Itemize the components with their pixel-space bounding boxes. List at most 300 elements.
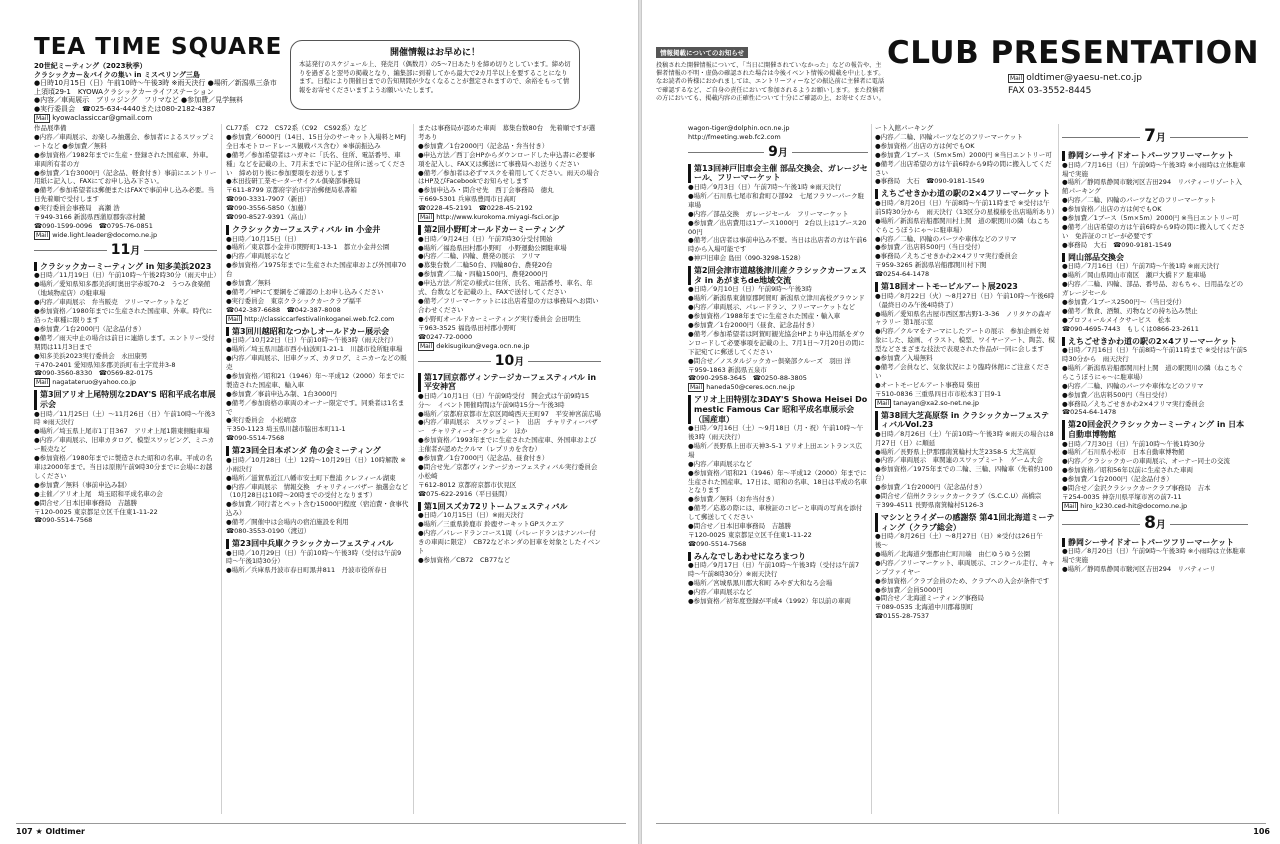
event-detail-line: ●場所／三重県鈴鹿市 鈴鹿サーキットGPスクエア (418, 520, 565, 529)
event-detail-line: ●場所／新潟県岩船郡関川村上関 道の駅関川の隣（ねこちぐらこうぼうにゃ〜に駐車場） (1062, 363, 1244, 381)
event-detail-line: ●主催／アリオ上尾 埼玉昭和平成名車の会 (34, 489, 163, 498)
event-detail-line: ☎090-3560-8330 ☎0569-82-0175 (34, 369, 153, 378)
month-suffix: 月 (777, 147, 788, 159)
event-detail-line: ●募集台数／二輪50台、四輪80台、農発20台 (418, 261, 553, 270)
month-rule (144, 250, 217, 251)
event-entry (226, 539, 409, 575)
event-detail-line: ●参加資格／昭和21（1946）年〜平成12（2000）年までに製造された国産車、輸入車 (226, 371, 405, 389)
event-detail-line: ●日時／10月1日（日）午前9時受付 開会式は午前9時15分〜 イベント開催時間は午前9時15分〜午後3時 (418, 391, 590, 409)
event-title: マシンとライダーの感謝祭 第41回北海道ミーティング（クラブ総会） (875, 513, 1055, 532)
event-detail-line: ●場所／東京都小金井市関野町1-13-1 都立小金井公園 (226, 243, 390, 252)
featured-meeting-line: ●内容／車両展示 ブリッジング フリマなど ●参加費／見学無料 (34, 96, 244, 105)
month-rule (1170, 524, 1248, 525)
event-detail-line: ●日時／7月30日（日）午前10時〜午後1時30分 (1062, 439, 1205, 448)
event-detail-line: ●参加費／出店料500円（当日受付） (875, 243, 985, 252)
event-detail-line: ●場所／埼玉県上尾市1丁目367 アリオ上尾1階東側駐車場 (34, 427, 210, 436)
event-detail-line: ●参加資格／昭和56年以前に生産された車両 (1062, 466, 1193, 475)
event-detail-line: ●場所／新潟県岩船郡関川村上関 道の駅関川の隣（ねこちぐらこうぼうにゃ〜に駐車場） (875, 216, 1050, 234)
event-title: 第3回川越昭和なつかしオールドカー展示会 (226, 327, 409, 337)
month-suffix: 月 (1155, 519, 1166, 531)
event-detail-line: ●参加費／1台2000円（昼食、記念品付き） (688, 320, 819, 329)
event-detail-line: ●参加資格／1993年までに生産された国産車、外国車および主催者が認めたクルマ（レプリカを含む） (418, 436, 597, 454)
month-rule (528, 361, 601, 362)
mail-icon: Mail (36, 231, 49, 239)
left-column-1 (34, 124, 220, 814)
featured-meeting-title: クラシックカー＆バイクの集い in ミスペリング三島 (34, 70, 200, 79)
event-detail-line: ●内容／二輪、四輪、部品、番号品、おもちゃ、日用品などのガレージセール (1062, 280, 1244, 297)
event-email-line (418, 213, 601, 222)
event-entry (418, 372, 604, 499)
club-fax: FAX 03-3552-8445 (1008, 86, 1092, 96)
event-email[interactable]: dekisugikun@vega.ocn.ne.jp (436, 341, 530, 350)
month-rule (1170, 137, 1248, 138)
featured-meeting (34, 62, 282, 123)
info-banner (656, 40, 886, 103)
event-detail-line: ●事務局／えちごせきかわ2×4フリマ実行委員会 (875, 252, 1018, 261)
event-detail-line: ●内容／二輪、四輪のパーツや車体などのフリマ (1062, 381, 1204, 390)
event-detail-line: ●場所／愛知県知多郡美浜町奥田字赤坂70-2 うつみ食楽館（地域物産店）の駐車場 (34, 280, 211, 298)
event-title: アリオ上田特別な3DAY'S Showa Heisei Domestic Famous Car 昭和平成名車展示会（国産車） (688, 395, 868, 424)
event-detail-line: ●内容／車両展示 スワップミート 出店 チャリティーバザー チャリティーオークション ほか (418, 418, 598, 436)
event-detail-line: ●場所／愛知県名古屋市西区那古野1-3-36 ノリタケの森ギャラリー 第1展示室 (875, 309, 1052, 327)
event-detail-line: ●参加費／1ブース（5m×5m）2000円 ※当日エントリー可 (875, 150, 1052, 159)
event-detail-line: ●参加費／事前申込み制、1台3000円 (226, 389, 337, 398)
event-detail-line: ●参加資格／昭和21（1946）年〜平成12（2000）年までに生産された国産車。17日は、昭和の名車、18日は平成の名車となります (688, 468, 868, 495)
event-detail-line: ●問合せ／信州クラシックカークラブ（S.C.C.U）高橋宗 (875, 492, 1042, 501)
event-detail-line: ●内容／車両展示 情報交換 チャリティーバザー 抽選会など（10月28日は10時〜20時までの受付となります） (226, 482, 409, 500)
event-detail-line: ●内容／二輪、四輪のパーツや車体などのフリマ (875, 234, 1017, 243)
event-detail-line: ●日時／8月20日（日）午前9時〜午後3時 ※小雨時は立体駐車場で実施 (1062, 547, 1246, 565)
event-detail-line: ●実行委員会事務局 高瀬 浩 (34, 204, 120, 213)
event-detail-line: ●申込方法／西丁会HPからダウンロードした申込書に必要事項を記入し、FAX又は郵送にて事務局へお送りください (418, 150, 595, 168)
month-rule (1062, 137, 1140, 138)
event-detail-line: ●日時／8月20日（日）午前8時〜午前11時まで ※受付は午前5時30分から 雨天決行（13区分の星模様を出店場所あり） (875, 198, 1059, 216)
event-detail-line: ●問合せ先／京都ヴィンテージカーフェスティバル実行委員会 小松崎 (418, 462, 604, 480)
event-email-line (688, 383, 868, 392)
event-detail-line: 作品展準備 (34, 124, 67, 132)
event-entry (875, 411, 1055, 510)
event-entry (875, 189, 1059, 279)
event-detail-line: ☎0228-45-2191 ☎0228-45-2192 (418, 204, 533, 213)
event-detail-line: ●内容／車両展示、パレードラン、フリーマーケットなど (688, 303, 856, 312)
right-column-2 (875, 124, 1059, 814)
event-detail-line: ●備考／参加資格の車両のオーナー限定です。同乗者は1名まで (226, 398, 405, 416)
footer-rule (16, 823, 626, 824)
event-detail-line: ●場所／新潟県東蒲原郡阿賀町 新潟県立津川高校グラウンド (688, 294, 865, 303)
event-detail-line: ●内容／車両展示 弁当販売 フリーマーケットなど (34, 298, 189, 307)
month-rule (792, 152, 868, 153)
event-detail-line: ☎090-5514-7568 (34, 516, 93, 525)
event-email-line (226, 315, 409, 324)
month-suffix: 月 (514, 356, 525, 368)
event-email-line (418, 342, 601, 351)
event-detail-line: ●参加費／1台3000円（記念品、軽食付き）事前にエントリー用紙に記入し、FAXにてお申し込み下さい。 (34, 168, 217, 186)
month-rule (34, 250, 107, 251)
event-detail-line: 〒089-0535 北海道中川郡幕別町 (875, 603, 974, 612)
event-title: 第20回金沢クラシックカーミーティング in 日本自動車博物館 (1062, 420, 1248, 439)
event-detail-line: ●日時／8月22日（火）〜8月27日（日）午前10時〜午後6時（最終日のみ午後4時終了） (875, 291, 1055, 309)
event-email[interactable]: wide.light.leader@docomo.ne.jp (52, 230, 158, 239)
event-detail-line: ●日時／7月16日（日）午前8時〜午前11時まで ※受付は午前5時30分から 雨天決行 (1062, 346, 1248, 363)
event-title: クラシックカーミーティング in 知多美浜2023 (34, 262, 217, 272)
month-rule (1062, 524, 1140, 525)
event-detail-line: ●参加費／同行者とペット含む15000円程度（宿泊費・食事代込み） (226, 500, 409, 518)
event-detail-line: ●参加資格／初年度登録が平成4（1992）年以前の車両 (688, 597, 851, 605)
event-detail-line: ☎0247-72-0000 (418, 332, 473, 341)
event-detail-line: 〒612-8012 京都府京都市伏見区 (418, 480, 517, 489)
mail-icon: Mail (1064, 502, 1077, 510)
column-divider (1058, 124, 1059, 814)
event-detail-line: ●場所／埼玉県川越市西小仙波町1-21-1 川越市役所駐車場 (226, 345, 403, 354)
event-detail-line: ●備考／出店者は事前申込み不要。当日は出店者の方は午前6時から入場可能です (688, 236, 867, 254)
event-detail-line: 〒350-1123 埼玉県川越市脇田本町11-1 (226, 425, 346, 434)
event-entry (226, 225, 409, 324)
event-detail-line: ☎0254-64-1478 (875, 270, 930, 279)
event-detail-line: ●実行委員会 小松晴彦 (226, 416, 297, 425)
event-detail-line: 〒959-1863 新潟県五泉市 (688, 365, 767, 374)
event-entry (418, 225, 601, 350)
left-column-3 (418, 124, 604, 814)
event-detail-line: ●内容／車両展示など (688, 588, 753, 597)
event-detail-line: ●日時／9月24日（日）午前7時30分受付開始 (418, 234, 553, 243)
event-email-line (875, 399, 1055, 408)
month-rule (418, 361, 491, 362)
featured-meeting-email[interactable]: kyowaclassiccar@gmail.com (52, 113, 153, 122)
event-email[interactable]: haneda50@ceres.ocn.ne.jp (706, 383, 795, 392)
event-detail-line: 〒254-0035 神奈川県平塚市宮の前7-11 (1062, 492, 1182, 501)
event-detail-line: ●参加費／無料 (226, 279, 271, 288)
event-detail-line: ート入館パーキング (875, 124, 934, 132)
info-banner-label: 情報掲載についてのお知らせ (656, 47, 748, 58)
info-banner-text: 投稿された開催情報について、「当日に開催されていなかった」などの報告や、主催者情報の不明・虚偽の確認された場合は今後イベント情報の掲載を中止します。なお読者の皆様におかれましては、エントリーフィーなどの振込前に主催者に電話で確認するなど、ご自身の責任において参加されるようお願いします。また投稿者の方においても、掲載内容の正確性について十分にご確認の上、お寄せください。 (656, 62, 885, 102)
event-title: 第17回京都ヴィンテージカーフェスティバル in 平安神宮 (418, 373, 601, 392)
featured-meeting-line: ●実行委員会 ☎025-634-4440または080-2182-4387 (34, 104, 216, 113)
event-detail-line: ●場所／福島県田村郡小野町 小野運動公園駐車場 (418, 243, 567, 252)
column-divider (413, 124, 414, 814)
event-detail-line: ●日時／9月3日（日）午前7時〜午後1時 ※雨天決行 (688, 183, 842, 191)
event-detail-line: ●参加費／1台2000円（記念品付き） (875, 483, 986, 492)
page-number-right: 106 (1253, 827, 1270, 836)
event-contact-line: ☎090-3331-7907（新田） (226, 195, 311, 204)
event-detail-line: ●問合せ／日本旧車事務局 吉越勝 (34, 498, 138, 507)
event-detail-line: または事務局が認めた車両 募集台数80台 先着順ですが選考あり (418, 124, 596, 141)
event-detail-line: ●日時／11月25日（土）〜11月26日（日）午前10時〜午後3時 ※雨天決行 (34, 409, 216, 427)
event-entry (418, 502, 601, 565)
month-header (34, 243, 217, 259)
event-title: 第18回オートモービルアート展2023 (875, 282, 1055, 292)
event-email[interactable]: nagatateruo@yahoo.co.jp (52, 378, 137, 387)
month-number: 10月 (494, 352, 525, 369)
event-detail-line: ●本田技研工業モーターサイクル俱楽部事務局 (226, 177, 361, 186)
event-detail-line: ●備考／応募の際には、車検証のコピーと車両の写真を添付して郵送してください (688, 504, 863, 522)
event-detail-line: ●参加費／二輪・四輪1500円、農発2000円 (418, 270, 548, 279)
event-email-line (34, 231, 217, 240)
month-header (1062, 514, 1248, 535)
event-detail-line: http://fmeeting.web.fc2.com (688, 132, 781, 141)
event-detail-line: ●内容／パレードランコース1周（パレードランはナンバー付きの車両に限定） CB72などホンダの旧車を対象としたイベント (418, 529, 601, 555)
event-detail-line: ●知多美浜2023実行委員会 永田康男 (34, 351, 148, 360)
event-email[interactable]: hiro_k230.ced-hit@docomo.ne.jp (1080, 501, 1188, 510)
event-detail-line: ●参加資格／1975年までに生産された国産車および外国車70台 (226, 261, 406, 279)
event-detail-line: ●日時／7月16日（日）午前9時〜午後3時 ※小雨時は立体駐車場で実施 (1062, 160, 1246, 178)
event-detail-line: ●問合せ／ノスタルジックカー倶楽部クルーズ 羽田 洋 (688, 356, 851, 365)
event-detail-line: 〒669-5301 兵庫県豊岡市日高町 (418, 195, 517, 204)
event-detail-line: ●備考／参加希望者はハガキに「氏名、住所、電話番号、車種」などを記載の上、7月末までに下記の住所に送ってください 締め切り後に参加要項をお送りします (226, 150, 406, 177)
month-number: 9月 (768, 143, 788, 160)
event-detail-line: ●備考／出店希望の方は午前6時から9時の間に搬入してください 免許証のコピーが必要です (1062, 222, 1245, 240)
mail-icon: Mail (420, 342, 433, 350)
event-detail-line: ●場所／静岡県静岡市駿河区吉田294 リバティーリゾート入館パーキング (1062, 178, 1242, 196)
event-detail-line: ●問合せ／日本旧車事務局 吉越勝 (688, 522, 792, 531)
event-detail-line: ●内容／車両展示など (688, 459, 753, 468)
continued-entry (875, 124, 1055, 186)
month-header (688, 145, 868, 161)
month-header (418, 354, 601, 370)
event-entry (1062, 337, 1248, 418)
notice-title: 開催情報はお早めに！ (389, 48, 480, 58)
event-detail-line: ●備考／雨天中止の場合は前日に連絡します。エントリー受付期間は11月3日まで (34, 333, 215, 351)
event-detail-line: 〒963-3525 福島県田村郡小野町 (418, 323, 517, 332)
event-detail-line: ☎090-5514-7568 (688, 539, 747, 548)
event-contact-line: ☎090-8527-9391（高山） (226, 213, 311, 222)
event-detail-line: ●問合せ／北海道ミーティング事務局 (875, 594, 985, 603)
event-detail-line: ●問合せ／金沢クラシックカークラブ事務局 吉本 (1062, 484, 1211, 493)
club-email[interactable]: oldtimer@yaesu-net.co.jp (1026, 73, 1142, 83)
event-title: 岡山部品交換会 (1062, 253, 1248, 263)
mail-icon: Mail (36, 114, 49, 122)
event-detail-line: ●参加資格／出店の方は何でもOK (1062, 205, 1162, 214)
event-detail-line: ●神戸旧車会 島田（090-3298-1528） (688, 254, 805, 263)
event-detail-line: ●日時／9月17日（日）午前10時〜午後3時（受付は午前7時〜午前8時30分）※雨天決行 (688, 561, 860, 579)
event-entry (226, 446, 409, 536)
event-detail-line: ☎090-4695-7443 もしくは0866-23-2611 (1062, 324, 1199, 333)
event-detail-line: ●内容／車両展示 車関連のスワップミート ゲーム大会 (875, 456, 1043, 465)
event-detail-line: ●場所／石川県七尾市和倉町ひ部92 七尾フラワーパーク駐車場 (688, 191, 865, 209)
event-detail-line: 〒611-8799 京都府宇治市宇治郵便局私書箱 (226, 186, 357, 195)
event-detail-line: ●日時／10月28日（土）12時〜10月29日（日）10時解散 ※小雨決行 (226, 455, 406, 473)
event-detail-line: ●場所／滋賀県近江八幡市安土町下豊浦 クレフィール湖東 (226, 473, 396, 482)
event-detail-line: ●オートモービルアート事務局 柴田 (875, 380, 980, 389)
event-detail-line: 〒470-2401 愛知県知多郡美浜町布土字荒井3-8 (34, 360, 176, 369)
event-detail-line: ●参加費／入場無料 (875, 354, 933, 363)
event-detail-line: ●備考／参加希望者は郵便またはFAXで事前申し込み必要。当日先着順で受付します (34, 186, 215, 204)
month-rule (688, 152, 764, 153)
event-entry (875, 513, 1055, 621)
event-detail-line: ●場所／兵庫県丹波市春日町黒井811 丹波市役所春日 (226, 566, 388, 575)
mail-icon: Mail (36, 379, 49, 387)
left-column-2 (226, 124, 409, 814)
event-detail-line: ●参加費／無料（お弁当付き） (688, 495, 779, 504)
continued-entry (688, 124, 868, 142)
mail-icon: Mail (420, 214, 433, 222)
event-detail-line: ●備考／参加者は必ずマスクを着用してください。雨天の場合はHP及びFacebookでお知らせします (418, 168, 600, 186)
event-detail-line: ●内容／二輪、四輪、農発の展示 フリマ (418, 252, 541, 261)
right-page (642, 0, 1280, 844)
event-entry (34, 261, 220, 387)
notice-box (290, 40, 580, 110)
left-page (0, 0, 638, 844)
event-detail-line: ●内容／クラシックカーの車両展示、オーナー同士の交流 (1062, 457, 1231, 466)
month-suffix: 月 (1155, 133, 1166, 144)
event-detail-line: ●参加費／1台2000円（記念品付き） (1062, 475, 1173, 484)
event-entry (1062, 253, 1248, 334)
event-detail-line: ●備考／HPにて要綱をご確認の上お申し込みください (226, 288, 384, 296)
event-detail-line: ●参加資格／CB72 CB77など (418, 555, 511, 564)
event-detail-line: ☎075-622-2916（平日昼間） (418, 489, 512, 498)
event-title: 第38回大芝高原祭 in クラシックカーフェスティバルVol.23 (875, 411, 1055, 430)
mail-icon: Mail (690, 384, 703, 392)
event-detail-line: ☎042-387-6688 ☎042-387-8008 (226, 305, 341, 314)
event-detail-line: ☎090-5514-7568 (226, 434, 285, 443)
event-email[interactable]: tanayan@xa2.so-net.ne.jp (893, 398, 979, 407)
event-detail-line: ●備考／フリーマーケットには出店希望の方は事務局へお問い合わせください (418, 297, 599, 314)
masthead-title: TEA TIME SQUARE (34, 34, 283, 60)
event-detail-line: ●場所／宮城県黒川郡大和町 みやぎ大和なろ会場 (688, 579, 833, 588)
mail-icon: Mail (877, 399, 890, 407)
event-detail-line: ☎0254-64-1478 (1062, 408, 1117, 417)
event-detail-line: ●参加費／1ブース2500円〜（当日受付） (1062, 297, 1186, 306)
mail-icon: Mail (228, 315, 241, 323)
event-detail-line: ☎080-3553-0190（渡辺） (226, 527, 311, 536)
event-title: 第3回アリオ上尾特別な2DAY'S 昭和平成名車展示会 (34, 390, 217, 409)
event-email[interactable]: http://classiccarfestivalinkoganei.web.fc2.com (244, 314, 395, 323)
month-number: 11月 (110, 241, 141, 258)
right-column-3 (1062, 124, 1248, 814)
continued-entry (418, 124, 601, 222)
event-detail-line: ●場所／石川県小松市 日本自動車博物館 (1062, 448, 1185, 457)
event-detail-line: ●日時／10月29日（日）午前10時〜午後3時（受付は午前9時〜午後1時30分） (226, 548, 402, 566)
event-entry (226, 327, 409, 443)
event-detail-line: 〒399-4511 長野県南箕輪村5126-3 (875, 501, 984, 509)
event-contact-line: ☎090-3556-5850（加藤） (226, 204, 311, 213)
event-detail-line: ●場所／岡山県岡山市南区 瀬戸大橋ドア 駐車場 (1062, 271, 1207, 280)
column-divider (871, 124, 872, 814)
event-email-line (1062, 502, 1248, 511)
event-detail-line: ●参加費／1台7000円（記念品、昼食付き） (418, 454, 549, 463)
club-contact (1008, 72, 1142, 98)
event-detail-line: ●参加申込み・問合せ先 西丁会事務局 徳丸 (418, 186, 554, 195)
event-entry (688, 266, 868, 392)
event-detail-line: ●場所／北海道夕張郡由仁町川端 由仁ゆうゆう公園 (875, 549, 1031, 558)
event-detail-line: ●備考／飲食、酒類、刃物などの持ち込み禁止 (1062, 306, 1198, 315)
event-detail-line: ●参加費／1台2000円（記念品・弁当付き） (418, 141, 549, 150)
event-detail-line: ●日時／9月10日（日）午前9時〜午後3時 (688, 285, 812, 294)
event-detail-line: ●参加費／出店料500円（当日受付） (1062, 390, 1172, 399)
month-number: 7月 (1144, 126, 1166, 146)
month-suffix: 月 (130, 245, 141, 257)
event-detail-line: ●内容／二輪、四輪パーツなどのフリーマーケット (875, 132, 1023, 141)
continued-entry (226, 124, 409, 222)
club-presentation-title: CLUB PRESENTATION (887, 35, 1260, 71)
event-detail-line: ●日時／8月26日（土）〜8月27日（日）※受付は26日午後〜 (875, 532, 1043, 549)
event-detail-line: ●事務局／えちごせきかわ2×4フリマ実行委員会 (1062, 399, 1205, 408)
event-entry (688, 552, 868, 606)
event-entry (34, 390, 217, 525)
event-detail-line: ●内容／二輪、四輪のパーツなどのフリーマーケット (1062, 196, 1217, 205)
event-detail-line: CL77系 C72 CS72系（C92 CS92系）など (226, 124, 367, 132)
featured-meeting-line: ●日時10月15日（日）午前10時〜午後3時 ※雨天決行 ●場所／新潟県三条市上須頃29-1 KYOWAクラシックカーライフステーション (34, 79, 277, 96)
event-title: 第23回中兵庫クラシックカーフェスティバル (226, 539, 409, 549)
event-detail-line: ●小野町オールドカーミーティング実行委員会 会田明生 (418, 314, 581, 323)
event-detail-line: 〒120-0025 東京都足立区千住東1-11-22 (34, 507, 158, 516)
event-detail-line: ●事務局 大石 ☎090-9181-1549 (875, 177, 985, 186)
month-number: 8月 (1144, 512, 1166, 533)
event-detail-line: ●内容／車両展示、お楽しみ抽選会、参加者によるスワップミートなど ●参加費／無料 (34, 132, 215, 150)
event-entry (1062, 151, 1248, 250)
event-detail-line: ●備考／会員など、気象状況により臨時休館にご注意ください (875, 362, 1050, 380)
event-detail-line: ●申込方法／所定の様式に住所、氏名、電話番号、車名、年式、台数などを記載の上、FAXで送付してください (418, 279, 593, 297)
event-detail-line: ●参加資格／1975年までの二輪、三輪、四輪車（先着約100台） (875, 465, 1053, 483)
event-detail-line: ●参加費／無料（事前申込み制） (34, 480, 131, 489)
event-detail-line: 〒120-0025 東京都足立区千住東1-11-22 (688, 530, 812, 539)
event-detail-line: ●場所／静岡県静岡市駿河区吉田294 リバティーリ (1062, 565, 1216, 574)
event-detail-line: ●参加費／会員5000円 (875, 585, 943, 594)
event-detail-line: ●参加費／6000円（14日、15日分のサーキット入場料とMFJ全日本モトロードレース観戦パス含む）※事前振込み (226, 132, 406, 150)
event-detail-line: ●場所／長野県上田市天神3-5-1 アリオ上田エントランス広場 (688, 441, 862, 459)
event-detail-line: wagon-tiger@dolphin.ocn.ne.jp (688, 124, 790, 132)
event-title: えちごせきかわ道の駅の2×4フリーマーケット (1062, 337, 1248, 347)
event-detail-line: ●場所／長野県上伊那郡南箕輪村大芝2358-5 大芝高原 (875, 447, 1036, 456)
event-email-line (34, 378, 217, 387)
event-title: 第23回全日本ボンダ 角の会ミーティング (226, 446, 409, 456)
event-title: 第2回小野町オールドカーミーティング (418, 225, 601, 235)
event-detail-line: ●事務局 大石 ☎090-9181-1549 (1062, 240, 1172, 249)
event-detail-line: ●内容／車両展示、旧車グッズ、カタログ、ミニカーなどの販売 (226, 354, 407, 372)
featured-meeting-heading: 20世紀ミーティング（2023秋季） (34, 62, 147, 70)
event-title: えちごせきかわ道の駅の2×4フリーマーケット (875, 189, 1055, 199)
event-detail-line: ●プロフィールメイクサービス 松本 (1062, 315, 1171, 324)
column-divider (221, 124, 222, 814)
event-detail-line: ●日時／8月26日（土）午前10時〜午後3時 ※雨天の場合は8月27日（日）に順延 (875, 429, 1054, 447)
event-detail-line: ●場所／京都府京都市左京区岡崎西天王町97 平安神宮前広場 (418, 409, 601, 418)
continued-entry (34, 124, 217, 240)
event-detail-line: ●日時／11月19日（日）午前10時〜午後2時30分（雨天中止） (34, 271, 220, 280)
event-detail-line: ●日時／10月15日（日） (226, 234, 301, 243)
month-header (1062, 127, 1248, 148)
event-detail-line: ●内容／車両展示など (226, 252, 291, 261)
event-detail-line: ●参加費／1台2000円（記念品付き） (34, 324, 145, 333)
event-email[interactable]: http://www.kurokoma.miyagi-fsci.or.jp (436, 213, 560, 222)
event-detail-line: ●参加資格／1980年までに生産された国産車、外車。時代に沿った車種に限ります (34, 307, 213, 324)
mail-icon: Mail (1010, 75, 1023, 82)
page-number-left: 107 ★ Oldtimer (16, 827, 85, 836)
right-column-1 (688, 124, 868, 814)
footer-rule (656, 823, 1266, 824)
event-title: クラシックカーフェスティバル in 小金井 (226, 225, 409, 235)
event-detail-line: ☎090-2958-3645 ☎0250-88-3805 (688, 374, 807, 383)
event-detail-line: ●参加資格／1988年までに生産された国産・輸入車 (688, 312, 841, 321)
event-detail-line: ●備考／開催中は会場内の宿泊施設を利用 (226, 518, 349, 527)
event-detail-line: 〒959-3265 新潟県岩船郡関川村下関 (875, 261, 987, 270)
event-detail-line: ●参加資格／出店の方は何でもOK (875, 141, 975, 150)
event-detail-line: ●内容／車両展示、旧車カタログ、模型スワッピング、ミニカー販売など (34, 436, 215, 454)
event-detail-line: ●日時／10月15日（日）※雨天決行 (418, 511, 524, 520)
event-title: 静岡シーサイドオートパーツフリーマーケット (1062, 151, 1248, 161)
event-detail-line: ☎0155-28-7537 (875, 612, 930, 621)
event-entry (688, 395, 868, 548)
event-detail-line: ●内容／クルマをテーマにしたアートの展示 参加企画を対象にした、絵画、イラスト、模型、ワイヤーアート、陶芸、模型などさまざまな技法で表現された作品が一同に会します (875, 327, 1055, 354)
event-detail-line: ●日時／10月22日（日）午前10時〜午後3時（雨天決行） (226, 336, 398, 345)
event-detail-line: ●参加資格／1980年までに製造された昭和の名車。平成の名車は2000年まで。当日は原則午前9時30分までに会場にお越しください (34, 454, 213, 480)
event-entry (875, 282, 1055, 407)
event-detail-line: ●参加資格／1982年までに生産・登録された国産車、外車。車両所有者の方 (34, 150, 213, 168)
notice-body: 本誌発行のスケジュール上、発売月（偶数月）の5〜7日あたりを締め切りとしています。締め切りを過ぎると翌号の掲載となり、編集部に到着してから最大で2カ月半以上を要することになります。日程により開催日までの告知期間が少なくなることが想定されますので、余裕をもって情報をお寄せくださいますようお願いいたします。 (299, 61, 571, 94)
event-detail-line: ●日時／9月16日（土）〜9月18日（月・祝）午前10時〜午後3時（雨天決行） (688, 424, 864, 441)
event-detail-line: ●参加費／出店費用は1ブース1000円 2台以上は1ブース2000円 (688, 218, 867, 236)
event-detail-line: ●参加資格／クラブ会員のため、クラブへの入会が条件です (875, 576, 1050, 585)
event-entry (688, 164, 868, 263)
event-detail-line: ☎090-1599-0096 ☎0795-76-0851 (34, 221, 153, 230)
